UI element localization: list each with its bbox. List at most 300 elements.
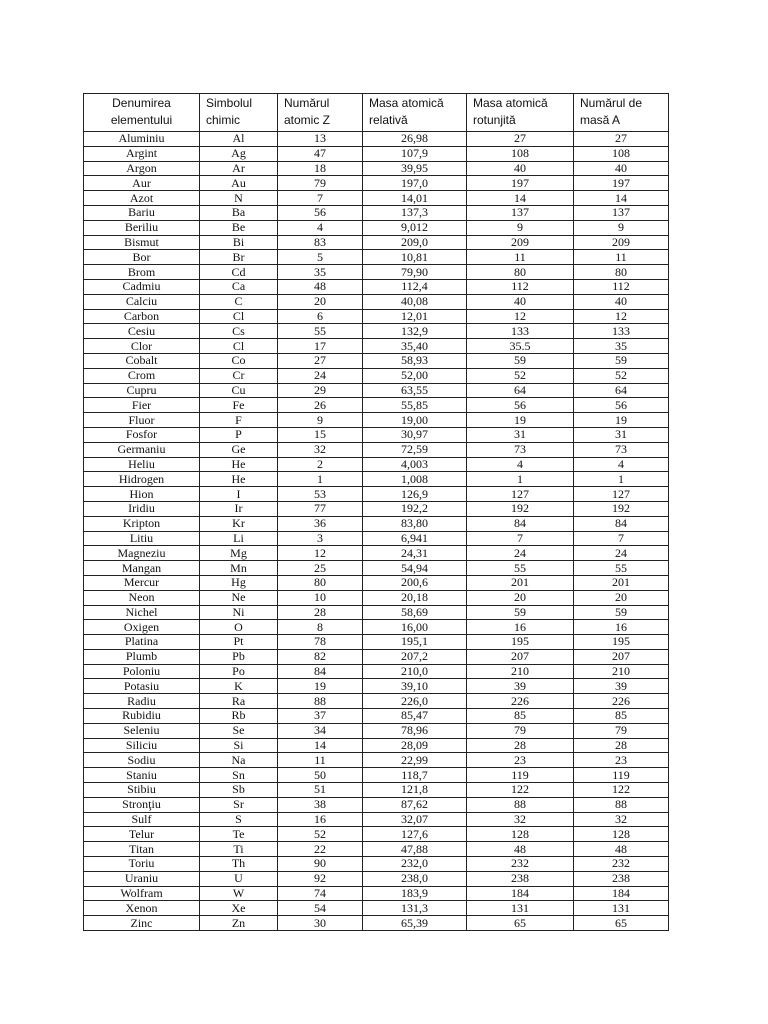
- cell-relative-mass: 24,31: [363, 546, 467, 561]
- table-row: [84, 398, 669, 413]
- cell-mass-number: 11: [574, 250, 669, 265]
- table-row: [84, 620, 669, 635]
- cell-atomic-number: 84: [278, 664, 363, 679]
- cell-relative-mass: 19,00: [363, 413, 467, 428]
- cell-rounded-mass: 56: [467, 398, 574, 413]
- cell-atomic-number: 82: [278, 649, 363, 664]
- table-row: [84, 383, 669, 398]
- cell-rounded-mass: 207: [467, 649, 574, 664]
- cell-relative-mass: 4,003: [363, 457, 467, 472]
- cell-element-name: Cobalt: [84, 353, 200, 368]
- cell-atomic-number: 16: [278, 812, 363, 827]
- table-row: [84, 753, 669, 768]
- cell-element-name: Hidrogen: [84, 472, 200, 487]
- cell-symbol: I: [200, 487, 278, 502]
- cell-symbol: Cd: [200, 265, 278, 280]
- cell-atomic-number: 30: [278, 916, 363, 931]
- cell-rounded-mass: 232: [467, 857, 574, 872]
- cell-element-name: Radiu: [84, 694, 200, 709]
- cell-rounded-mass: 32: [467, 812, 574, 827]
- cell-element-name: Potasiu: [84, 679, 200, 694]
- cell-element-name: Sodiu: [84, 753, 200, 768]
- cell-mass-number: 64: [574, 383, 669, 398]
- cell-atomic-number: 37: [278, 709, 363, 724]
- cell-rounded-mass: 79: [467, 723, 574, 738]
- cell-element-name: Hion: [84, 487, 200, 502]
- table-row: [84, 501, 669, 516]
- table-row: [84, 738, 669, 753]
- cell-relative-mass: 58,69: [363, 605, 467, 620]
- cell-element-name: Stronţiu: [84, 797, 200, 812]
- cell-element-name: Kripton: [84, 516, 200, 531]
- table-row: [84, 250, 669, 265]
- cell-element-name: Mangan: [84, 561, 200, 576]
- cell-atomic-number: 54: [278, 901, 363, 916]
- cell-atomic-number: 17: [278, 339, 363, 354]
- cell-relative-mass: 200,6: [363, 575, 467, 590]
- cell-atomic-number: 34: [278, 723, 363, 738]
- cell-rounded-mass: 133: [467, 324, 574, 339]
- cell-rounded-mass: 19: [467, 413, 574, 428]
- cell-mass-number: 133: [574, 324, 669, 339]
- cell-relative-mass: 131,3: [363, 901, 467, 916]
- cell-element-name: Wolfram: [84, 886, 200, 901]
- cell-symbol: Co: [200, 353, 278, 368]
- cell-relative-mass: 132,9: [363, 324, 467, 339]
- cell-symbol: Cl: [200, 309, 278, 324]
- table-row: [84, 191, 669, 206]
- cell-symbol: P: [200, 427, 278, 442]
- cell-symbol: C: [200, 294, 278, 309]
- cell-element-name: Rubidiu: [84, 709, 200, 724]
- cell-mass-number: 184: [574, 886, 669, 901]
- cell-mass-number: 40: [574, 294, 669, 309]
- cell-rounded-mass: 184: [467, 886, 574, 901]
- cell-element-name: Stibiu: [84, 783, 200, 798]
- cell-mass-number: 59: [574, 353, 669, 368]
- cell-mass-number: 119: [574, 768, 669, 783]
- cell-relative-mass: 55,85: [363, 398, 467, 413]
- cell-element-name: Brom: [84, 265, 200, 280]
- table-row: [84, 516, 669, 531]
- cell-rounded-mass: 80: [467, 265, 574, 280]
- cell-atomic-number: 7: [278, 191, 363, 206]
- cell-element-name: Beriliu: [84, 220, 200, 235]
- cell-symbol: Pb: [200, 649, 278, 664]
- cell-rounded-mass: 195: [467, 635, 574, 650]
- cell-rounded-mass: 210: [467, 664, 574, 679]
- cell-relative-mass: 12,01: [363, 309, 467, 324]
- cell-atomic-number: 5: [278, 250, 363, 265]
- table-row: [84, 797, 669, 812]
- cell-mass-number: 137: [574, 205, 669, 220]
- cell-element-name: Seleniu: [84, 723, 200, 738]
- cell-symbol: Cr: [200, 368, 278, 383]
- cell-atomic-number: 8: [278, 620, 363, 635]
- cell-symbol: N: [200, 191, 278, 206]
- cell-rounded-mass: 35.5: [467, 339, 574, 354]
- cell-rounded-mass: 52: [467, 368, 574, 383]
- table-row: [84, 353, 669, 368]
- cell-relative-mass: 47,88: [363, 842, 467, 857]
- cell-element-name: Toriu: [84, 857, 200, 872]
- cell-relative-mass: 183,9: [363, 886, 467, 901]
- cell-mass-number: 210: [574, 664, 669, 679]
- cell-symbol: F: [200, 413, 278, 428]
- cell-atomic-number: 77: [278, 501, 363, 516]
- cell-mass-number: 24: [574, 546, 669, 561]
- table-row: [84, 205, 669, 220]
- cell-rounded-mass: 197: [467, 176, 574, 191]
- cell-atomic-number: 15: [278, 427, 363, 442]
- cell-symbol: S: [200, 812, 278, 827]
- cell-relative-mass: 39,10: [363, 679, 467, 694]
- cell-relative-mass: 112,4: [363, 279, 467, 294]
- cell-mass-number: 88: [574, 797, 669, 812]
- cell-relative-mass: 83,80: [363, 516, 467, 531]
- table-row: [84, 649, 669, 664]
- cell-element-name: Siliciu: [84, 738, 200, 753]
- header-relative-atomic-mass: Masa atomică relativă: [363, 94, 467, 132]
- table-row: [84, 635, 669, 650]
- cell-relative-mass: 40,08: [363, 294, 467, 309]
- cell-mass-number: 52: [574, 368, 669, 383]
- cell-element-name: Zinc: [84, 916, 200, 931]
- table-row: [84, 442, 669, 457]
- cell-relative-mass: 107,9: [363, 146, 467, 161]
- cell-relative-mass: 32,07: [363, 812, 467, 827]
- cell-mass-number: 201: [574, 575, 669, 590]
- cell-symbol: Au: [200, 176, 278, 191]
- cell-mass-number: 127: [574, 487, 669, 502]
- cell-symbol: Ar: [200, 161, 278, 176]
- table-row: [84, 842, 669, 857]
- cell-atomic-number: 88: [278, 694, 363, 709]
- cell-mass-number: 192: [574, 501, 669, 516]
- cell-symbol: Bi: [200, 235, 278, 250]
- cell-relative-mass: 121,8: [363, 783, 467, 798]
- cell-rounded-mass: 59: [467, 605, 574, 620]
- cell-relative-mass: 22,99: [363, 753, 467, 768]
- cell-symbol: Al: [200, 132, 278, 147]
- cell-atomic-number: 50: [278, 768, 363, 783]
- cell-relative-mass: 209,0: [363, 235, 467, 250]
- cell-atomic-number: 25: [278, 561, 363, 576]
- table-row: [84, 309, 669, 324]
- table-row: [84, 235, 669, 250]
- cell-rounded-mass: 28: [467, 738, 574, 753]
- table-header: [84, 94, 669, 132]
- cell-relative-mass: 78,96: [363, 723, 467, 738]
- cell-symbol: Mn: [200, 561, 278, 576]
- cell-atomic-number: 55: [278, 324, 363, 339]
- cell-atomic-number: 32: [278, 442, 363, 457]
- cell-relative-mass: 1,008: [363, 472, 467, 487]
- cell-element-name: Cupru: [84, 383, 200, 398]
- cell-element-name: Mercur: [84, 575, 200, 590]
- table-row: [84, 146, 669, 161]
- table-row: [84, 339, 669, 354]
- table-row: [84, 279, 669, 294]
- cell-atomic-number: 80: [278, 575, 363, 590]
- cell-element-name: Nichel: [84, 605, 200, 620]
- cell-rounded-mass: 20: [467, 590, 574, 605]
- cell-atomic-number: 92: [278, 871, 363, 886]
- cell-atomic-number: 79: [278, 176, 363, 191]
- cell-mass-number: 80: [574, 265, 669, 280]
- cell-mass-number: 4: [574, 457, 669, 472]
- table-row: [84, 857, 669, 872]
- cell-mass-number: 20: [574, 590, 669, 605]
- cell-rounded-mass: 16: [467, 620, 574, 635]
- cell-symbol: Xe: [200, 901, 278, 916]
- cell-rounded-mass: 14: [467, 191, 574, 206]
- cell-relative-mass: 9,012: [363, 220, 467, 235]
- cell-symbol: Te: [200, 827, 278, 842]
- cell-rounded-mass: 64: [467, 383, 574, 398]
- cell-rounded-mass: 108: [467, 146, 574, 161]
- cell-symbol: He: [200, 472, 278, 487]
- cell-atomic-number: 18: [278, 161, 363, 176]
- cell-rounded-mass: 112: [467, 279, 574, 294]
- cell-element-name: Bismut: [84, 235, 200, 250]
- cell-relative-mass: 35,40: [363, 339, 467, 354]
- cell-element-name: Plumb: [84, 649, 200, 664]
- cell-rounded-mass: 128: [467, 827, 574, 842]
- cell-atomic-number: 53: [278, 487, 363, 502]
- cell-atomic-number: 10: [278, 590, 363, 605]
- table-row: [84, 368, 669, 383]
- cell-mass-number: 79: [574, 723, 669, 738]
- table-row: [84, 427, 669, 442]
- table-body: [84, 132, 669, 931]
- table-row: [84, 324, 669, 339]
- cell-atomic-number: 27: [278, 353, 363, 368]
- cell-relative-mass: 232,0: [363, 857, 467, 872]
- cell-symbol: Na: [200, 753, 278, 768]
- cell-mass-number: 65: [574, 916, 669, 931]
- cell-atomic-number: 1: [278, 472, 363, 487]
- table-row: [84, 901, 669, 916]
- header-mass-number: Numărul de masă A: [574, 94, 669, 132]
- table-row: [84, 886, 669, 901]
- cell-symbol: Ni: [200, 605, 278, 620]
- cell-symbol: Sn: [200, 768, 278, 783]
- cell-mass-number: 195: [574, 635, 669, 650]
- cell-symbol: Mg: [200, 546, 278, 561]
- cell-mass-number: 85: [574, 709, 669, 724]
- cell-mass-number: 40: [574, 161, 669, 176]
- cell-element-name: Platina: [84, 635, 200, 650]
- cell-atomic-number: 48: [278, 279, 363, 294]
- table-row: [84, 294, 669, 309]
- cell-mass-number: 226: [574, 694, 669, 709]
- cell-symbol: Sr: [200, 797, 278, 812]
- cell-rounded-mass: 226: [467, 694, 574, 709]
- cell-element-name: Sulf: [84, 812, 200, 827]
- cell-symbol: U: [200, 871, 278, 886]
- cell-mass-number: 16: [574, 620, 669, 635]
- table-row: [84, 916, 669, 931]
- header-element-name: Denumirea elementului: [84, 94, 200, 132]
- cell-element-name: Aluminiu: [84, 132, 200, 147]
- cell-relative-mass: 210,0: [363, 664, 467, 679]
- cell-mass-number: 207: [574, 649, 669, 664]
- cell-element-name: Bor: [84, 250, 200, 265]
- cell-symbol: O: [200, 620, 278, 635]
- cell-atomic-number: 83: [278, 235, 363, 250]
- cell-symbol: Th: [200, 857, 278, 872]
- cell-symbol: Ir: [200, 501, 278, 516]
- cell-relative-mass: 20,18: [363, 590, 467, 605]
- header-chemical-symbol: Simbolul chimic: [200, 94, 278, 132]
- cell-atomic-number: 24: [278, 368, 363, 383]
- cell-rounded-mass: 48: [467, 842, 574, 857]
- cell-relative-mass: 30,97: [363, 427, 467, 442]
- cell-mass-number: 197: [574, 176, 669, 191]
- cell-mass-number: 19: [574, 413, 669, 428]
- cell-mass-number: 122: [574, 783, 669, 798]
- cell-element-name: Magneziu: [84, 546, 200, 561]
- cell-element-name: Crom: [84, 368, 200, 383]
- cell-element-name: Uraniu: [84, 871, 200, 886]
- table-row: [84, 783, 669, 798]
- cell-relative-mass: 58,93: [363, 353, 467, 368]
- cell-symbol: Ca: [200, 279, 278, 294]
- table-row: [84, 176, 669, 191]
- cell-relative-mass: 126,9: [363, 487, 467, 502]
- cell-element-name: Telur: [84, 827, 200, 842]
- cell-atomic-number: 36: [278, 516, 363, 531]
- cell-mass-number: 35: [574, 339, 669, 354]
- cell-rounded-mass: 24: [467, 546, 574, 561]
- table-row: [84, 768, 669, 783]
- cell-mass-number: 12: [574, 309, 669, 324]
- cell-atomic-number: 14: [278, 738, 363, 753]
- cell-atomic-number: 52: [278, 827, 363, 842]
- cell-rounded-mass: 209: [467, 235, 574, 250]
- table-row: [84, 590, 669, 605]
- cell-element-name: Azot: [84, 191, 200, 206]
- cell-rounded-mass: 131: [467, 901, 574, 916]
- cell-relative-mass: 87,62: [363, 797, 467, 812]
- cell-relative-mass: 127,6: [363, 827, 467, 842]
- cell-atomic-number: 47: [278, 146, 363, 161]
- cell-atomic-number: 56: [278, 205, 363, 220]
- cell-element-name: Clor: [84, 339, 200, 354]
- table-row: [84, 575, 669, 590]
- cell-relative-mass: 65,39: [363, 916, 467, 931]
- cell-symbol: Pt: [200, 635, 278, 650]
- cell-rounded-mass: 59: [467, 353, 574, 368]
- cell-mass-number: 55: [574, 561, 669, 576]
- cell-symbol: Fe: [200, 398, 278, 413]
- table-row: [84, 531, 669, 546]
- cell-mass-number: 209: [574, 235, 669, 250]
- cell-symbol: Kr: [200, 516, 278, 531]
- cell-element-name: Heliu: [84, 457, 200, 472]
- table-row: [84, 487, 669, 502]
- cell-element-name: Xenon: [84, 901, 200, 916]
- cell-relative-mass: 226,0: [363, 694, 467, 709]
- cell-atomic-number: 3: [278, 531, 363, 546]
- cell-atomic-number: 35: [278, 265, 363, 280]
- header-row: [84, 94, 669, 132]
- table-row: [84, 871, 669, 886]
- cell-relative-mass: 54,94: [363, 561, 467, 576]
- cell-relative-mass: 26,98: [363, 132, 467, 147]
- cell-rounded-mass: 31: [467, 427, 574, 442]
- table-row: [84, 709, 669, 724]
- cell-mass-number: 14: [574, 191, 669, 206]
- cell-rounded-mass: 39: [467, 679, 574, 694]
- cell-element-name: Neon: [84, 590, 200, 605]
- cell-atomic-number: 4: [278, 220, 363, 235]
- cell-atomic-number: 6: [278, 309, 363, 324]
- cell-mass-number: 48: [574, 842, 669, 857]
- cell-element-name: Fier: [84, 398, 200, 413]
- cell-relative-mass: 192,2: [363, 501, 467, 516]
- cell-rounded-mass: 122: [467, 783, 574, 798]
- cell-mass-number: 56: [574, 398, 669, 413]
- cell-element-name: Calciu: [84, 294, 200, 309]
- cell-symbol: Po: [200, 664, 278, 679]
- cell-element-name: Titan: [84, 842, 200, 857]
- header-rounded-atomic-mass: Masa atomică rotunjită: [467, 94, 574, 132]
- cell-atomic-number: 74: [278, 886, 363, 901]
- cell-element-name: Argon: [84, 161, 200, 176]
- cell-symbol: Cu: [200, 383, 278, 398]
- cell-atomic-number: 78: [278, 635, 363, 650]
- table-row: [84, 679, 669, 694]
- cell-rounded-mass: 65: [467, 916, 574, 931]
- cell-mass-number: 7: [574, 531, 669, 546]
- cell-symbol: Se: [200, 723, 278, 738]
- cell-relative-mass: 14,01: [363, 191, 467, 206]
- elements-table: [83, 93, 669, 931]
- cell-symbol: Ag: [200, 146, 278, 161]
- cell-atomic-number: 38: [278, 797, 363, 812]
- cell-element-name: Cadmiu: [84, 279, 200, 294]
- cell-atomic-number: 22: [278, 842, 363, 857]
- cell-atomic-number: 51: [278, 783, 363, 798]
- cell-rounded-mass: 192: [467, 501, 574, 516]
- cell-symbol: Ge: [200, 442, 278, 457]
- cell-rounded-mass: 12: [467, 309, 574, 324]
- cell-symbol: Br: [200, 250, 278, 265]
- cell-symbol: Li: [200, 531, 278, 546]
- cell-rounded-mass: 127: [467, 487, 574, 502]
- header-atomic-number: Numărul atomic Z: [278, 94, 363, 132]
- cell-symbol: He: [200, 457, 278, 472]
- cell-rounded-mass: 11: [467, 250, 574, 265]
- cell-relative-mass: 207,2: [363, 649, 467, 664]
- cell-mass-number: 31: [574, 427, 669, 442]
- cell-mass-number: 27: [574, 132, 669, 147]
- cell-element-name: Aur: [84, 176, 200, 191]
- cell-rounded-mass: 23: [467, 753, 574, 768]
- cell-symbol: W: [200, 886, 278, 901]
- cell-atomic-number: 28: [278, 605, 363, 620]
- cell-relative-mass: 85,47: [363, 709, 467, 724]
- cell-element-name: Fluor: [84, 413, 200, 428]
- cell-element-name: Cesiu: [84, 324, 200, 339]
- cell-mass-number: 238: [574, 871, 669, 886]
- cell-relative-mass: 63,55: [363, 383, 467, 398]
- cell-rounded-mass: 137: [467, 205, 574, 220]
- cell-mass-number: 59: [574, 605, 669, 620]
- cell-rounded-mass: 201: [467, 575, 574, 590]
